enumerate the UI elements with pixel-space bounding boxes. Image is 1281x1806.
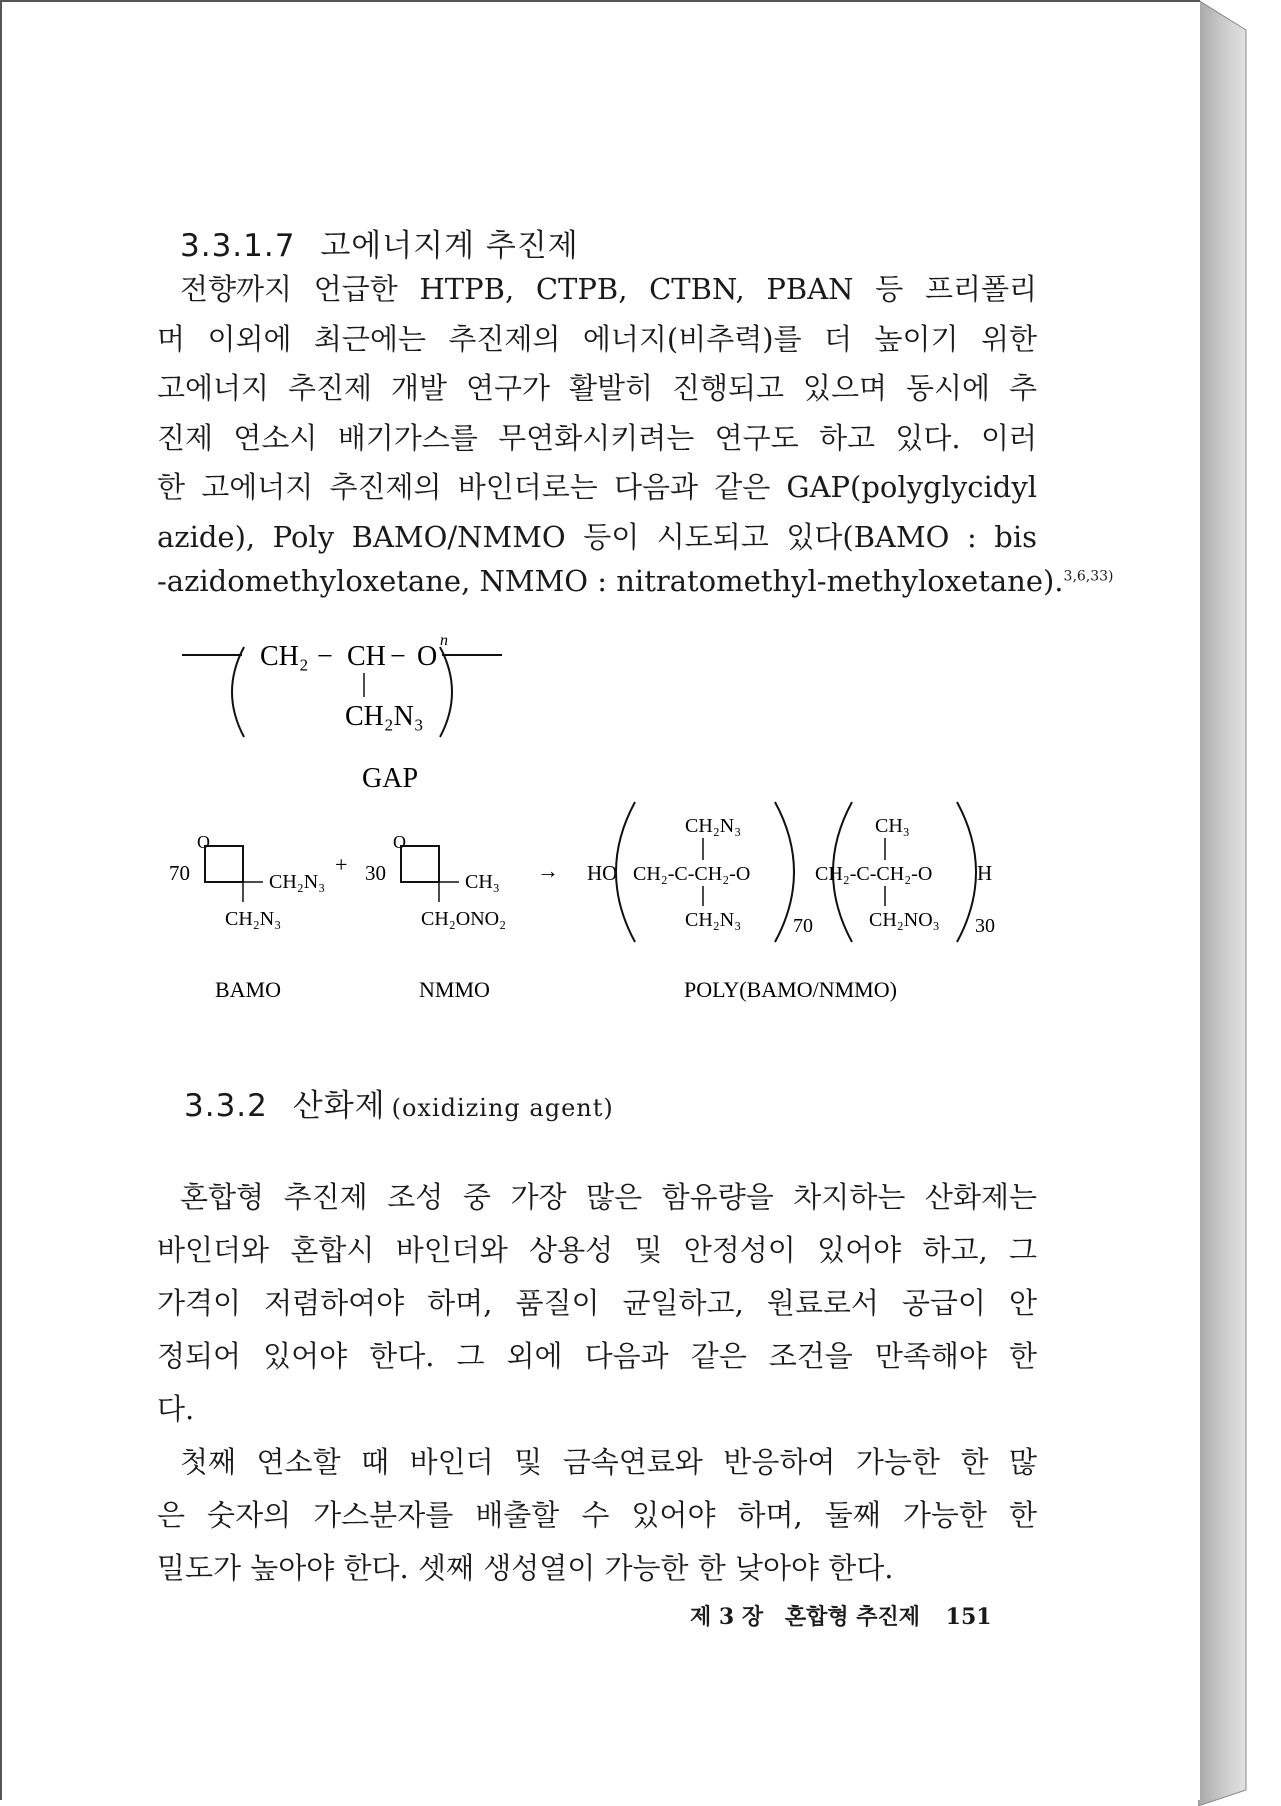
paragraph-line: 머 이외에 최근에는 추진제의 에너지(비추력)를 더 높이기 위한 xyxy=(157,322,1037,356)
bamo-substituent-2: CH₂N₃ xyxy=(225,908,282,930)
label-nmmo: NMMO xyxy=(419,977,490,1002)
unit1-bottom: CH₂N₃ xyxy=(685,909,742,931)
nmmo-oxetane-ring xyxy=(401,846,439,882)
paragraph-line: 가격이 저렴하여야 하며, 품질이 균일하고, 원료로서 공급이 안 xyxy=(157,1286,1037,1320)
section-title-english: (oxidizing agent) xyxy=(391,1094,614,1122)
bamo-substituent-1: CH₂N₃ xyxy=(269,871,326,893)
book-side-edge xyxy=(1198,0,1248,1806)
page-number: 151 xyxy=(945,1604,992,1630)
paragraph-line: 밀도가 높아야 한다. 셋째 생성열이 가능한 한 낮아야 한다. xyxy=(157,1551,894,1585)
product-ho: HO xyxy=(587,861,618,885)
paragraph-line: 고에너지 추진제 개발 연구가 활발히 진행되고 있으며 동시에 추 xyxy=(157,371,1037,405)
close-paren xyxy=(440,647,452,737)
reaction-arrow: → xyxy=(537,858,559,883)
gap-side: CH₂N₃ xyxy=(345,701,424,732)
close-paren xyxy=(775,802,794,942)
product-h: H xyxy=(977,861,993,885)
close-paren xyxy=(957,802,976,942)
bamo-ring-oxygen: O xyxy=(197,832,210,852)
gap-o: O xyxy=(417,641,438,672)
unit2-chain: CH₂-C-CH₂-O xyxy=(815,863,933,885)
nmmo-substituent-2: CH₂ONO₂ xyxy=(421,908,507,930)
unit2-top: CH₃ xyxy=(875,815,910,837)
gap-dash2: − xyxy=(390,641,406,672)
paragraph-line-text: -azidomethyloxetane, NMMO : nitratomethyl-methyloxetane). xyxy=(157,564,1064,598)
gap-structure-diagram xyxy=(172,617,552,797)
unit2-bottom: CH₂NO₃ xyxy=(869,909,940,931)
plus-sign: + xyxy=(335,852,348,877)
unit2-subscript: 30 xyxy=(975,915,995,937)
section-title: 고에너지계 추진제 xyxy=(320,228,579,264)
gap-label: GAP xyxy=(362,763,419,794)
unit1-chain: CH₂-C-CH₂-O xyxy=(633,863,751,885)
reaction-scheme-diagram xyxy=(157,792,1037,1017)
gap-ch2: CH₂ xyxy=(260,641,309,672)
paragraph-line: 바인더와 혼합시 바인더와 상용성 및 안정성이 있어야 하고, 그 xyxy=(157,1233,1037,1267)
section-heading-332 xyxy=(184,1080,614,1125)
nmmo-substituent-1: CH₃ xyxy=(465,871,500,893)
gap-dash1: − xyxy=(317,641,333,672)
paragraph-line: azide), Poly BAMO/NMMO 등이 시도되고 있다(BAMO : bis xyxy=(157,520,1037,554)
paragraph-line: 다. xyxy=(157,1392,195,1426)
footer-chapter: 제 3 장 xyxy=(690,1604,764,1630)
section-title: 산화제 xyxy=(292,1088,386,1124)
open-paren xyxy=(232,647,244,737)
label-poly-bamo-nmmo: POLY(BAMO/NMMO) xyxy=(684,977,897,1002)
nmmo-coefficient: 30 xyxy=(365,861,386,885)
unit1-top: CH₂N₃ xyxy=(685,815,742,837)
nmmo-ring-oxygen: O xyxy=(393,832,406,852)
citation: 3,6,33) xyxy=(1063,568,1114,585)
bamo-coefficient: 70 xyxy=(169,861,190,885)
paragraph-line: 첫째 연소할 때 바인더 및 금속연료와 반응하여 가능한 한 많 xyxy=(180,1445,1037,1479)
paragraph-line: 은 숫자의 가스분자를 배출할 수 있어야 하며, 둘째 가능한 한 xyxy=(157,1498,1037,1532)
paragraph-line: 정되어 있어야 한다. 그 외에 다음과 같은 조건을 만족해야 한 xyxy=(157,1339,1037,1373)
paragraph-line: 전향까지 언급한 HTPB, CTPB, CTBN, PBAN 등 프리폴리 xyxy=(180,272,1037,306)
bamo-oxetane-ring xyxy=(205,846,243,882)
section-heading-3317 xyxy=(180,220,579,265)
label-bamo: BAMO xyxy=(215,977,282,1002)
unit1-subscript: 70 xyxy=(793,915,813,937)
footer-title: 혼합형 추진제 xyxy=(784,1604,920,1630)
section-number: 3.3.1.7 xyxy=(180,228,296,264)
paragraph-line-last xyxy=(157,564,1114,598)
paragraph-line: 혼합형 추진제 조성 중 가장 많은 함유량을 차지하는 산화제는 xyxy=(180,1180,1037,1214)
paragraph-line: 한 고에너지 추진제의 바인더로는 다음과 같은 GAP(polyglycidyl xyxy=(157,470,1037,504)
running-footer xyxy=(690,1600,992,1631)
gap-n: n xyxy=(440,632,448,649)
gap-ch: CH xyxy=(347,641,386,672)
section-number: 3.3.2 xyxy=(184,1088,268,1124)
paragraph-line: 진제 연소시 배기가스를 무연화시키려는 연구도 하고 있다. 이러 xyxy=(157,421,1037,455)
